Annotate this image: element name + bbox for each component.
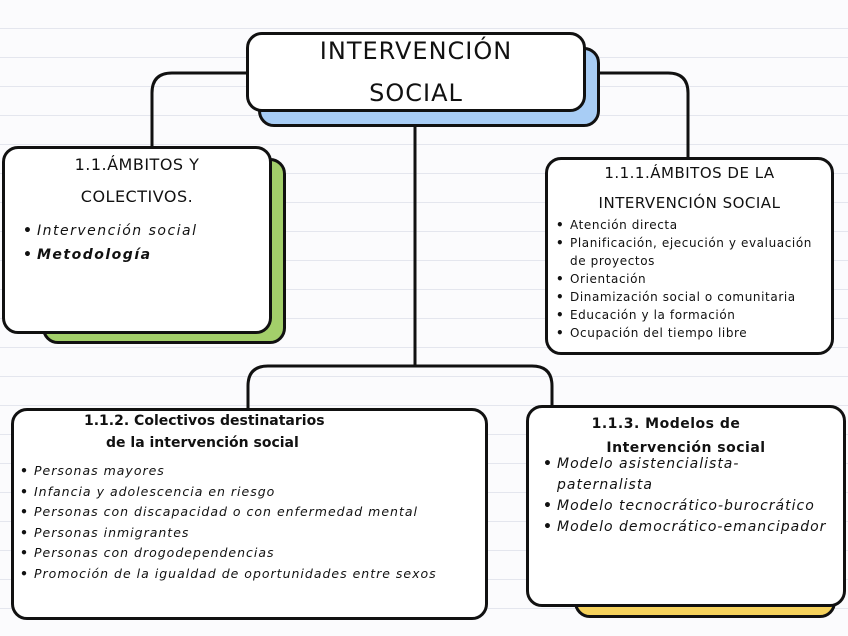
list-item: • Intervención social (21, 219, 198, 243)
ambitos-intervencion-list (554, 216, 827, 342)
list-item: • Planificación, ejecución y evaluación de proyectos (554, 234, 827, 270)
main-title-box (246, 32, 586, 112)
list-item: • Modelo tecnocrático-burocrático (541, 496, 841, 517)
list-item: • Personas con drogodependencias (18, 543, 437, 564)
ambitos-title-line2: COLECTIVOS. (80, 187, 194, 206)
main-title-line2: SOCIAL (369, 79, 463, 107)
modelos-title-line2: Intervención social (606, 440, 766, 456)
colectivos-title-line1: 1.1.2. Colectivos destinatarios (84, 413, 325, 429)
ambitos-intervencion-title-line1: 1.1.1.ÁMBITOS DE LA (604, 164, 775, 182)
list-item: • Dinamización social o comunitaria (554, 288, 827, 306)
list-item: • Ocupación del tiempo libre (554, 324, 827, 342)
modelos-box (526, 405, 846, 607)
ambitos-intervencion-box (545, 157, 834, 355)
connector-right (588, 73, 688, 158)
list-item: • Personas inmigrantes (18, 523, 437, 544)
list-item: • Atención directa (554, 216, 827, 234)
list-item: • Educación y la formación (554, 306, 827, 324)
list-item: • Infancia y adolescencia en riesgo (18, 482, 437, 503)
ambitos-list (21, 219, 198, 267)
main-title-line1: INTERVENCIÓN (319, 37, 513, 65)
list-item: • Personas mayores (18, 461, 437, 482)
list-item: • Personas con discapacidad o con enfermedad mental (18, 502, 437, 523)
list-item: • Metodología (21, 243, 198, 267)
colectivos-box (11, 408, 488, 620)
ambitos-intervencion-title-line2: INTERVENCIÓN SOCIAL (598, 194, 781, 212)
modelos-list (541, 454, 841, 538)
colectivos-list (18, 461, 437, 584)
connector-left (152, 73, 248, 147)
list-item: • Modelo asistencialista-paternalista (541, 454, 841, 496)
list-item: • Modelo democrático-emancipador (541, 517, 841, 538)
ambitos-box (2, 146, 272, 334)
connector-bottom-right (415, 366, 552, 410)
colectivos-title-line2: de la intervención social (106, 435, 299, 451)
list-item: • Promoción de la igualdad de oportunidades entre sexos (18, 564, 437, 585)
modelos-title-line1: 1.1.3. Modelos de (591, 416, 741, 432)
list-item: • Orientación (554, 270, 827, 288)
connector-bottom-left (248, 366, 415, 410)
ambitos-title-line1: 1.1.ÁMBITOS Y (74, 155, 200, 174)
